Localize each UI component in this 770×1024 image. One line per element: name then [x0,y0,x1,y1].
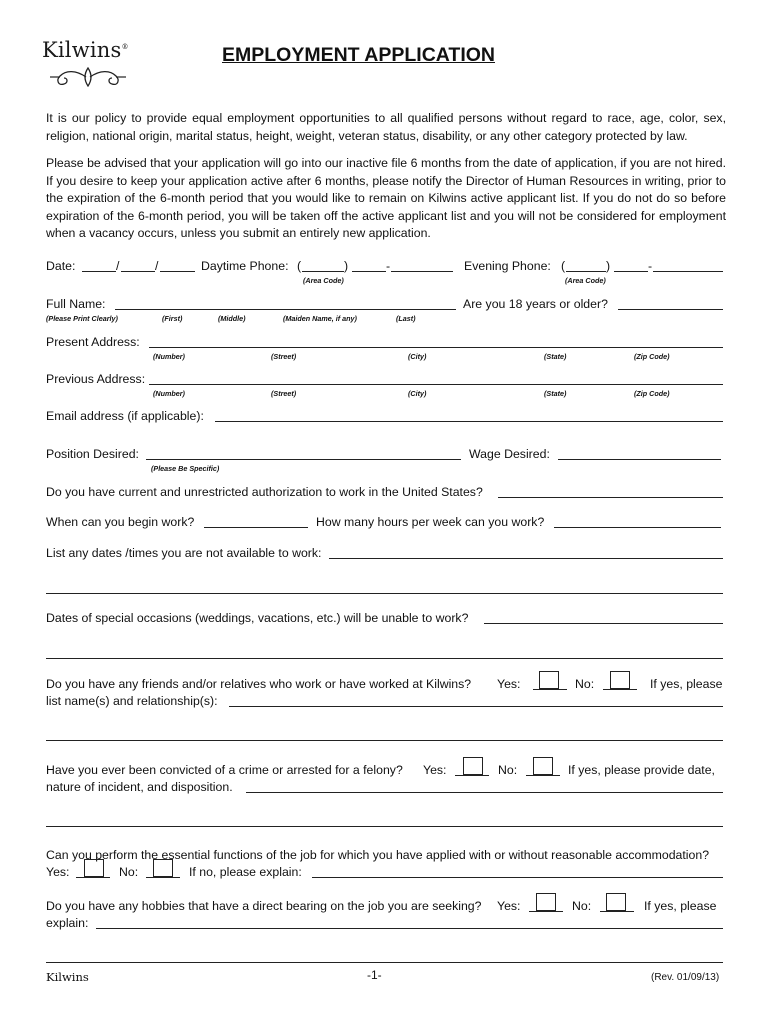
felony-no-checkbox[interactable] [533,757,553,775]
essential-functions-question: Can you perform the essential functions of the job for which you have applied with or without reasonable accommodation? [46,848,710,862]
logo-ornament-icon [48,64,128,90]
occasions-field-line2[interactable] [46,658,723,659]
logo-text: Kilwins [42,38,122,62]
address-hint-state: (State) [544,352,567,361]
essential-explain-field[interactable] [312,877,723,878]
page-title: EMPLOYMENT APPLICATION [222,44,495,66]
hobbies-yes-label: Yes: [497,899,521,913]
authorization-question: Do you have current and unrestricted authorization to work in the United States? [46,485,483,499]
dash: - [386,259,391,273]
present-address-label: Present Address: [46,335,140,349]
felony-yes-underline [455,775,489,776]
felony-no-label: No: [498,763,518,777]
felony-nature-label: nature of incident, and disposition. [46,780,233,794]
hobbies-explain-field[interactable] [96,928,723,929]
date-day-field[interactable] [121,271,155,272]
age-answer-field[interactable] [618,309,723,310]
relatives-list-field[interactable] [229,706,723,707]
essential-yes-label: Yes: [46,865,70,879]
name-hint-maiden: (Maiden Name, if any) [283,314,357,323]
begin-work-label: When can you begin work? [46,515,195,529]
occasions-field[interactable] [484,623,723,624]
hobbies-yes-checkbox[interactable] [536,893,556,911]
essential-no-checkbox[interactable] [153,859,173,877]
area-code-hint: (Area Code) [303,276,344,285]
evening-phone-label: Evening Phone: [464,259,551,273]
daytime-prefix-field[interactable] [352,271,386,272]
relatives-list-field-line2[interactable] [46,740,723,741]
email-field[interactable] [215,421,723,422]
wage-field[interactable] [558,459,721,460]
position-hint: (Please Be Specific) [151,464,220,473]
authorization-field[interactable] [498,497,723,498]
name-hint-middle: (Middle) [218,314,246,323]
address-hint-zip: (Zip Code) [634,352,670,361]
felony-yes-checkbox[interactable] [463,757,483,775]
relatives-no-label: No: [575,677,595,691]
email-label: Email address (if applicable): [46,409,204,423]
hobbies-no-checkbox[interactable] [606,893,626,911]
unavailable-field-line2[interactable] [46,593,723,594]
essential-ifno-label: If no, please explain: [189,865,302,879]
relatives-yes-checkbox[interactable] [539,671,559,689]
unavailable-field[interactable] [329,558,723,559]
relatives-question: Do you have any friends and/or relatives who work or have worked at Kilwins? [46,677,472,691]
name-hint-last: (Last) [396,314,416,323]
relatives-list-label: list name(s) and relationship(s): [46,694,218,708]
dash: - [648,259,653,273]
felony-nature-field-line2[interactable] [46,826,723,827]
wage-label: Wage Desired: [469,447,550,461]
relatives-ifyes-label: If yes, please [650,677,723,691]
logo-mark: ® [121,43,129,51]
present-address-field[interactable] [149,347,723,348]
essential-no-label: No: [119,865,139,879]
date-separator: / [116,259,120,273]
evening-prefix-field[interactable] [614,271,648,272]
paren-close: ) [344,259,349,273]
paren-open: ( [561,259,566,273]
occasions-label: Dates of special occasions (weddings, vacations, etc.) will be unable to work? [46,611,469,625]
hobbies-yes-underline [529,911,563,912]
policy-paragraph: It is our policy to provide equal employment opportunities to all qualified persons without regard to race, age, color, sex, religion, national origin, marital status, height, weight, veteran status, disability, or any other category protected by law. [46,111,726,143]
name-hint-print: (Please Print Clearly) [46,314,118,323]
name-hint-first: (First) [162,314,183,323]
address-hint-street: (Street) [271,389,297,398]
essential-yes-checkbox[interactable] [84,859,104,877]
date-label: Date: [46,259,76,273]
previous-address-field[interactable] [149,384,723,385]
daytime-area-code-field[interactable] [302,271,344,272]
page-number: -1- [367,968,382,982]
felony-question: Have you ever been convicted of a crime or arrested for a felony? [46,763,403,777]
position-field[interactable] [146,459,461,460]
address-hint-street: (Street) [271,352,297,361]
address-hint-state: (State) [544,389,567,398]
address-hint-number: (Number) [153,352,185,361]
area-code-hint: (Area Code) [565,276,606,285]
unavailable-label: List any dates /times you are not available to work: [46,546,322,560]
hobbies-explain-label: explain: [46,916,89,930]
felony-ifyes-label: If yes, please provide date, [568,763,715,777]
hobbies-no-label: No: [572,899,592,913]
hobbies-no-underline [600,911,634,912]
footer-divider [46,962,723,963]
hours-label: How many hours per week can you work? [316,515,545,529]
daytime-phone-label: Daytime Phone: [201,259,289,273]
company-logo [42,38,129,62]
felony-yes-label: Yes: [423,763,447,777]
essential-yes-underline [76,877,110,878]
address-hint-city: (City) [408,389,427,398]
relatives-no-checkbox[interactable] [610,671,630,689]
date-separator: / [155,259,159,273]
address-hint-zip: (Zip Code) [634,389,670,398]
evening-area-code-field[interactable] [566,271,606,272]
hours-field[interactable] [554,527,721,528]
begin-work-field[interactable] [204,527,308,528]
felony-no-underline [526,775,560,776]
hobbies-question: Do you have any hobbies that have a direct bearing on the job you are seeking? [46,899,482,913]
relatives-yes-underline [533,689,567,690]
age-question-label: Are you 18 years or older? [463,297,608,311]
relatives-no-underline [603,689,637,690]
paren-open: ( [297,259,302,273]
position-label: Position Desired: [46,447,139,461]
full-name-label: Full Name: [46,297,106,311]
inactive-file-paragraph: Please be advised that your application will go into our inactive file 6 months from the date of application, if you are not hired. If you desire to keep your application active after 6 months, please notify the Director of Human Resources in writing, prior to the expiration of the 6-month period that you would like to remain on Kilwins active applicant list. If you do not do so before expiration of the 6-month period, you will be taken off the active applicant list and you will not be considered for employment when a vacancy occurs, unless you submit an entirely new application. [46,156,726,241]
date-month-field[interactable] [82,271,116,272]
daytime-line-field[interactable] [391,271,453,272]
felony-nature-field[interactable] [246,792,723,793]
footer-brand: Kilwins [46,970,89,984]
evening-line-field[interactable] [653,271,723,272]
revision-date: (Rev. 01/09/13) [651,972,720,983]
essential-no-underline [146,877,180,878]
relatives-yes-label: Yes: [497,677,521,691]
address-hint-city: (City) [408,352,427,361]
full-name-field[interactable] [115,309,456,310]
address-hint-number: (Number) [153,389,185,398]
previous-address-label: Previous Address: [46,372,146,386]
hobbies-ifyes-label: If yes, please [644,899,717,913]
paren-close: ) [606,259,611,273]
date-year-field[interactable] [160,271,195,272]
